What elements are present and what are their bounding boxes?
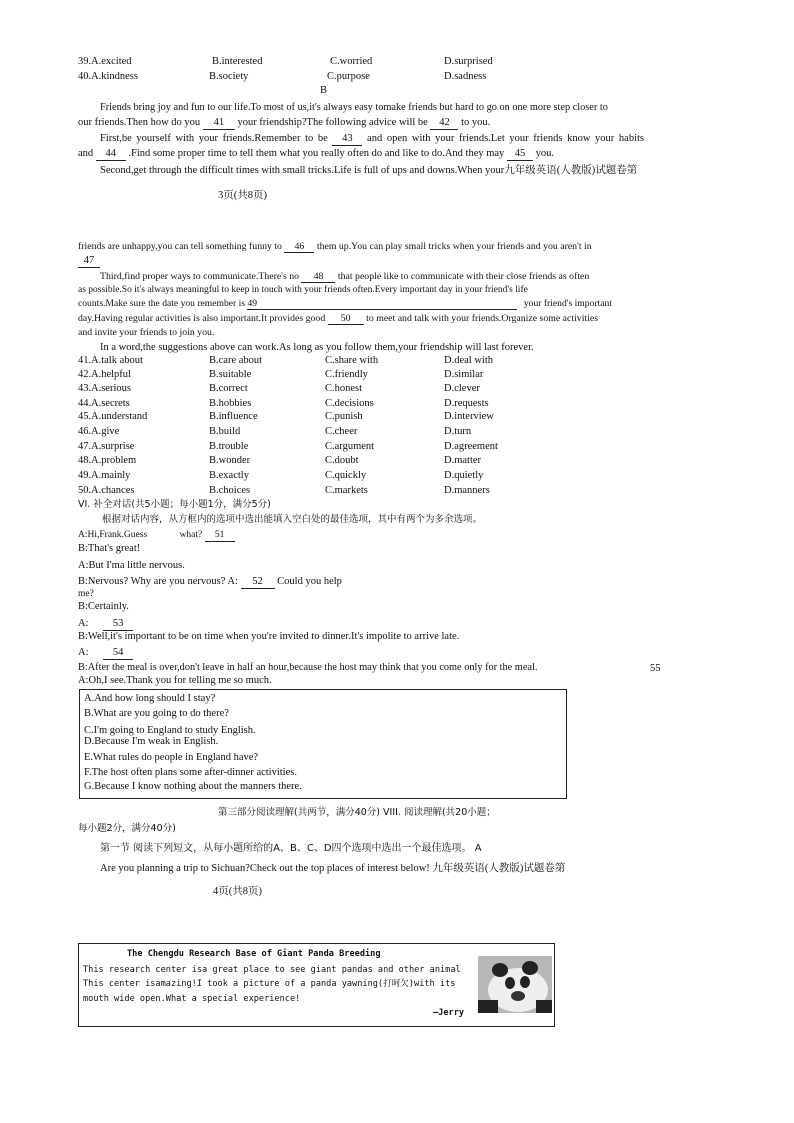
blank-43[interactable]: 43 bbox=[332, 133, 362, 146]
para4-line1 bbox=[78, 241, 592, 253]
question-55-number: 55 bbox=[650, 663, 661, 674]
panda-photo bbox=[478, 956, 552, 1013]
card-line2: This center isamazing!I took a picture of a panda yawning(打呵欠)with its bbox=[83, 979, 456, 989]
part3-instructions: 第一节 阅读下列短文，从每小题所给的A、B、C、D四个选项中选出一个最佳选项。 A bbox=[100, 843, 482, 854]
text: First,be yourself with your friends.Remember to be bbox=[100, 133, 328, 144]
opt-d: D.manners bbox=[444, 485, 490, 496]
blank-46[interactable]: 46 bbox=[284, 241, 314, 253]
opt-d: D.sadness bbox=[444, 71, 487, 82]
text: them up.You can play small tricks when your friends and you aren't in bbox=[316, 241, 592, 252]
opt-c: C.share with bbox=[325, 355, 379, 366]
opt-a: A.excited bbox=[91, 56, 132, 67]
q-num: 39. bbox=[78, 56, 92, 67]
opt-d: D.surprised bbox=[444, 56, 493, 67]
opt-d: D.deal with bbox=[444, 355, 493, 366]
q-num: 47. bbox=[78, 441, 92, 452]
panda-base-card bbox=[78, 943, 555, 1027]
box-option-f: F.The host often plans some after-dinner activities. bbox=[84, 767, 297, 778]
dialog-a3 bbox=[78, 618, 133, 631]
blank-54[interactable]: 54 bbox=[103, 647, 133, 660]
part3-title: 第三部分阅读理解(共两节，满分40分) VIII. 阅读理解(共20小题； bbox=[218, 807, 496, 818]
opt-c: C.markets bbox=[325, 485, 368, 496]
opt-b: B.build bbox=[209, 426, 241, 437]
opt-a: A.give bbox=[91, 426, 120, 437]
opt-b: B.influence bbox=[209, 411, 258, 422]
dialog-b3: B:Certainly. bbox=[78, 601, 129, 612]
text: Could you help bbox=[277, 576, 342, 587]
opt-a: A.helpful bbox=[91, 369, 131, 380]
dialog-b2c: me? bbox=[78, 589, 94, 599]
text: our friends.Then how do you bbox=[78, 117, 201, 128]
text: to meet and talk with your friends.Organize some activities bbox=[366, 313, 599, 324]
opt-a: A.surprise bbox=[91, 441, 135, 452]
opt-a: A.chances bbox=[91, 485, 135, 496]
text: A:Hi,Frank.Guess bbox=[78, 530, 148, 540]
text: your friend's important bbox=[523, 298, 612, 309]
page-number-3: 3页(共8页) bbox=[218, 190, 267, 201]
blank-41[interactable]: 41 bbox=[203, 117, 235, 130]
text: your friendship?The following advice will be bbox=[237, 117, 428, 128]
opt-a: A.kindness bbox=[91, 71, 138, 82]
opt-b: B.society bbox=[209, 71, 249, 82]
part3-question-intro: Are you planning a trip to Sichuan?Check out the top places of interest below! 九年级英语(人教版)试题卷第 bbox=[100, 863, 566, 874]
dialog-a1 bbox=[78, 530, 235, 542]
text: A: bbox=[78, 618, 89, 629]
opt-c: C.doubt bbox=[325, 455, 359, 466]
text: and bbox=[78, 148, 94, 159]
q-num: 49. bbox=[78, 470, 92, 481]
box-option-e: E.What rules do people in England have? bbox=[84, 752, 259, 763]
para1-line2 bbox=[78, 117, 490, 130]
opt-a: A.talk about bbox=[91, 355, 143, 366]
opt-a: A.understand bbox=[91, 411, 148, 422]
opt-b: B.correct bbox=[209, 383, 248, 394]
dialog-a4 bbox=[78, 647, 133, 660]
q-num: 42. bbox=[78, 369, 92, 380]
blank-44[interactable]: 44 bbox=[96, 148, 126, 161]
para5-line2: as possible.So it's always meaningful to keep in touch with your friends often.Every important day in your friend's life bbox=[78, 285, 528, 295]
opt-b: B.care about bbox=[209, 355, 263, 366]
opt-d: D.requests bbox=[444, 398, 489, 409]
para5-line4 bbox=[78, 313, 598, 325]
text: B:Nervous? Why are you nervous? A: bbox=[78, 576, 238, 587]
q-num: 45. bbox=[78, 411, 92, 422]
dialog-options-box bbox=[79, 689, 567, 799]
text: .Find some proper time to tell them what you really often do and like to do.And they may bbox=[128, 148, 505, 159]
opt-d: D.turn bbox=[444, 426, 472, 437]
para6-line: In a word,the suggestions above can work.As long as you follow them,your friendship will last forever. bbox=[100, 342, 534, 353]
dialog-a2: A:But I'ma little nervous. bbox=[78, 560, 185, 571]
para4-line2 bbox=[78, 255, 100, 268]
box-option-d: D.Because I'm weak in English. bbox=[84, 736, 219, 747]
dialog-b4: B:Well,it's important to be on time when you're invited to dinner.It's impolite to arrive late. bbox=[78, 631, 460, 642]
opt-b: B.suitable bbox=[209, 369, 252, 380]
opt-c: C.quickly bbox=[325, 470, 367, 481]
opt-a: A.serious bbox=[91, 383, 131, 394]
blank-51[interactable]: 51 bbox=[205, 530, 235, 542]
opt-b: B.trouble bbox=[209, 441, 249, 452]
text: day.Having regular activities is also important.It provides good bbox=[78, 313, 326, 324]
opt-d: D.clever bbox=[444, 383, 480, 394]
blank-52[interactable]: 52 bbox=[241, 576, 275, 589]
opt-c: C.worried bbox=[330, 56, 373, 67]
dialog-a5: A:Oh,I see.Thank you for telling me so much. bbox=[78, 675, 272, 686]
blank-50[interactable]: 50 bbox=[328, 313, 364, 325]
opt-b: B.wonder bbox=[209, 455, 251, 466]
text: counts.Make sure the date you remember is bbox=[78, 298, 246, 309]
para2-line2 bbox=[78, 148, 554, 161]
opt-c: C.punish bbox=[325, 411, 363, 422]
opt-c: C.honest bbox=[325, 383, 363, 394]
part3-title-cont: 每小题2分，满分40分) bbox=[78, 823, 176, 834]
box-option-a: A.And how long should I stay? bbox=[84, 693, 216, 704]
opt-b: B.choices bbox=[209, 485, 251, 496]
dialog-b2 bbox=[78, 576, 342, 589]
blank-47[interactable]: 47 bbox=[78, 255, 100, 268]
opt-c: C.purpose bbox=[327, 71, 370, 82]
opt-c: C.friendly bbox=[325, 369, 368, 380]
blank-45[interactable]: 45 bbox=[507, 148, 533, 161]
para2-line1 bbox=[100, 133, 644, 146]
opt-c: C.argument bbox=[325, 441, 375, 452]
blank-49[interactable]: 49 bbox=[247, 298, 517, 310]
opt-d: D.interview bbox=[444, 411, 494, 422]
q-num: 44. bbox=[78, 398, 92, 409]
section6-instructions: 根据对话内容，从方框内的选项中选出能填入空白处的最佳选项，其中有两个为多余选项。 bbox=[102, 514, 483, 525]
q-num: 48. bbox=[78, 455, 92, 466]
opt-d: D.similar bbox=[444, 369, 484, 380]
para3-line: Second,get through the difficult times with small tricks.Life is full of ups and downs.When your九年级英语(人教版)试题卷第 bbox=[100, 165, 638, 176]
opt-a: A.mainly bbox=[91, 470, 131, 481]
text: you. bbox=[535, 148, 554, 159]
text: friends are unhappy,you can tell something funny to bbox=[78, 241, 282, 252]
text: that people like to communicate with their close friends as often bbox=[337, 271, 590, 282]
q-num: 46. bbox=[78, 426, 92, 437]
blank-42[interactable]: 42 bbox=[430, 117, 458, 130]
text: Third,find proper ways to communicate.There's no bbox=[100, 271, 300, 282]
box-option-b: B.What are you going to do there? bbox=[84, 708, 229, 719]
opt-d: D.matter bbox=[444, 455, 482, 466]
para1-line1: Friends bring joy and fun to our life.To most of us,it's always easy tomake friends but hard to go on one more step closer to bbox=[100, 102, 608, 113]
text: and open with your friends.Let your friends know your habits bbox=[367, 133, 644, 144]
opt-c: C.decisions bbox=[325, 398, 374, 409]
text: to you. bbox=[461, 117, 491, 128]
opt-d: D.quietly bbox=[444, 470, 484, 481]
opt-b: B.exactly bbox=[209, 470, 249, 481]
card-signature: —Jerry bbox=[433, 1008, 465, 1018]
para5-line1 bbox=[100, 271, 589, 283]
opt-c: C.cheer bbox=[325, 426, 358, 437]
para5-line3 bbox=[78, 298, 612, 310]
q-num: 41. bbox=[78, 355, 92, 366]
section6-title: VI. 补全对话(共5小题；每小题1分，满分5分) bbox=[78, 499, 271, 510]
card-line3: mouth wide open.What a special experience! bbox=[83, 994, 301, 1004]
para5-line5: and invite your friends to join you. bbox=[78, 327, 215, 338]
opt-a: A.secrets bbox=[91, 398, 130, 409]
text: what? bbox=[179, 530, 203, 540]
section-b-label: B bbox=[320, 85, 328, 96]
card-title: The Chengdu Research Base of Giant Panda Breeding bbox=[127, 949, 381, 959]
page-number-4: 4页(共8页) bbox=[213, 886, 262, 897]
q-num: 40. bbox=[78, 71, 92, 82]
blank-48[interactable]: 48 bbox=[301, 271, 335, 283]
opt-d: D.agreement bbox=[444, 441, 498, 452]
dialog-b1: B:That's great! bbox=[78, 543, 141, 554]
box-option-c: C.I'm going to England to study English. bbox=[84, 725, 256, 736]
opt-b: B.interested bbox=[212, 56, 263, 67]
q-num: 43. bbox=[78, 383, 92, 394]
card-line1: This research center isa great place to see giant pandas and other animal bbox=[83, 965, 461, 975]
opt-b: B.hobbies bbox=[209, 398, 252, 409]
opt-a: A.problem bbox=[91, 455, 137, 466]
blank-53[interactable]: 53 bbox=[103, 618, 133, 631]
q-num: 50. bbox=[78, 485, 92, 496]
box-option-g: G.Because I know nothing about the manners there. bbox=[84, 781, 302, 792]
dialog-b5: B:After the meal is over,don't leave in half an hour,because the host may think that you come only for the meal. bbox=[78, 662, 538, 673]
text: A: bbox=[78, 647, 89, 658]
